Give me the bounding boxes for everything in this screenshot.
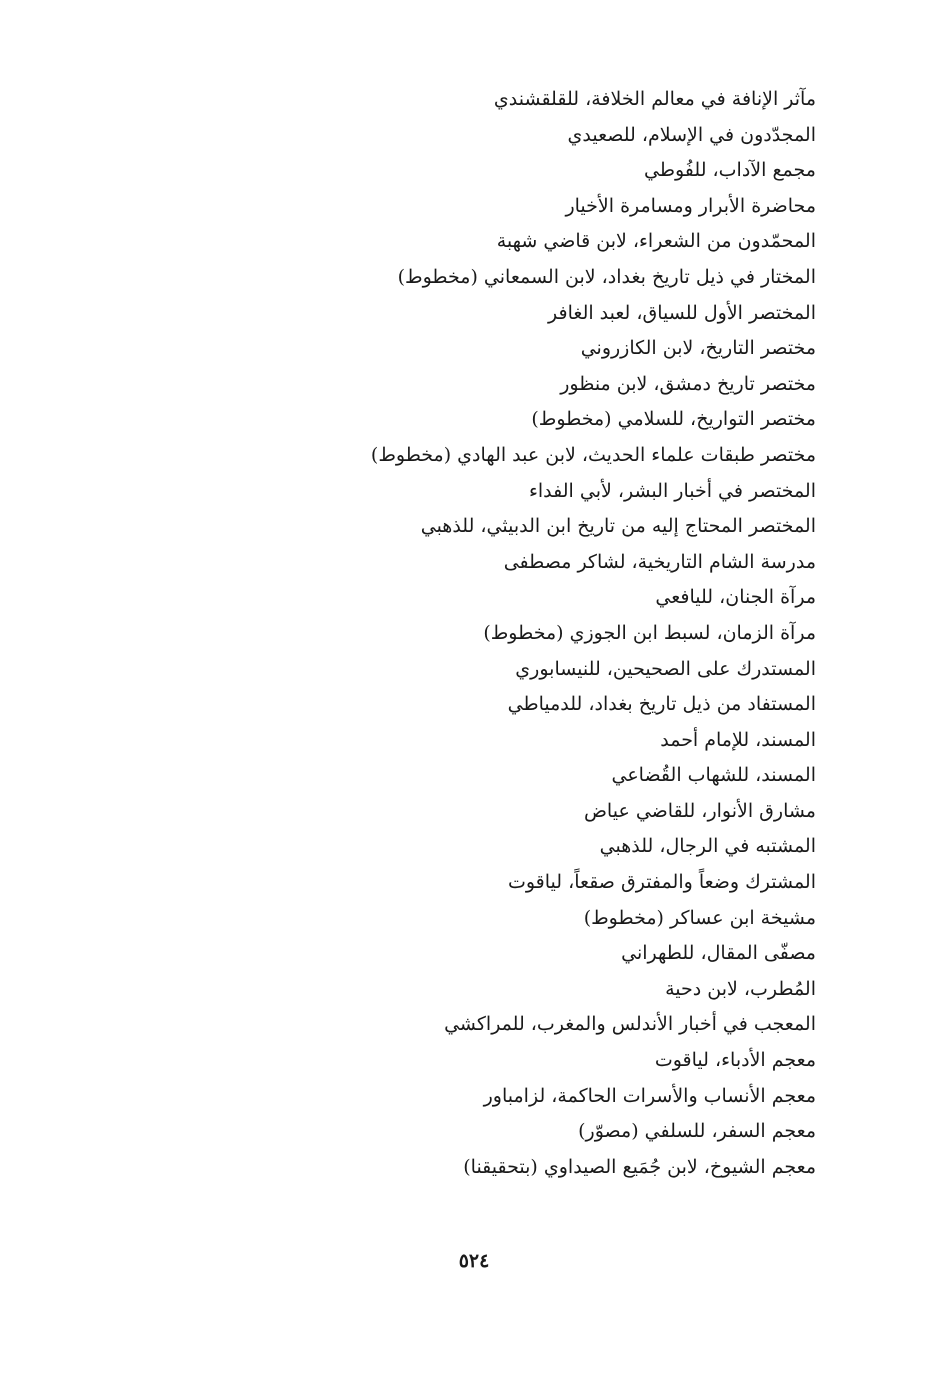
bibliography-entry: مختصر التواريخ، للسلامي (مخطوط) <box>531 408 816 431</box>
bibliography-entry: مرآة الزمان، لسبط ابن الجوزي (مخطوط) <box>483 621 816 644</box>
bibliography-entry: المختصر في أخبار البشر، لأبي الفداء <box>528 479 816 502</box>
bibliography-entry: المحمّدون من الشعراء، لابن قاضي شهبة <box>496 230 816 253</box>
bibliography-entry: المستفاد من ذيل تاريخ بغداد، للدمياطي <box>507 693 816 716</box>
bibliography-entry: المُطرب، لابن دحية <box>665 977 816 1000</box>
bibliography-entry: مصفّى المقال، للطهراني <box>621 942 816 965</box>
page-number: ٥٢٤ <box>458 1250 490 1272</box>
bibliography-entry: المختصر الأول للسياق، لعبد الغافر <box>548 301 816 324</box>
bibliography-entry: المجدّدون في الإسلام، للصعيدي <box>567 123 816 146</box>
bibliography-entry: مختصر تاريخ دمشق، لابن منظور <box>560 372 816 395</box>
bibliography-entry: المعجب في أخبار الأندلس والمغرب، للمراكشي <box>444 1013 816 1036</box>
bibliography-entry: مشيخة ابن عساكر (مخطوط) <box>583 906 816 929</box>
bibliography-entry: المختار في ذيل تاريخ بغداد، لابن السمعاني (مخطوط) <box>397 265 816 288</box>
bibliography-entry: المشتبه في الرجال، للذهبي <box>599 835 816 858</box>
bibliography-entry: معجم الأنساب والأسرات الحاكمة، لزامباور <box>483 1084 816 1107</box>
bibliography-entry: معجم السفر، للسلفي (مصوّر) <box>578 1120 816 1143</box>
bibliography-entry: المشترك وضعاً والمفترق صقعاً، لياقوت <box>507 871 816 894</box>
bibliography-entry: معجم الشيوخ، لابن جُمَيع الصيداوي (بتحقيقنا) <box>463 1155 816 1178</box>
bibliography-entry: مآثر الإنافة في معالم الخلافة، للقلقشندي <box>493 88 816 110</box>
bibliography-entry: محاضرة الأبرار ومسامرة الأخيار <box>565 194 816 217</box>
bibliography-entry: المختصر المحتاج إليه من تاريخ ابن الدبيثي، للذهبي <box>420 515 816 538</box>
bibliography-entry: المسند، للشهاب القُضاعي <box>611 764 816 787</box>
bibliography-entry: مرآة الجنان، لليافعي <box>655 586 816 609</box>
bibliography-entry: المستدرك على الصحيحين، للنيسابوري <box>515 657 816 680</box>
bibliography-list <box>256 82 816 1185</box>
bibliography-entry: مشارق الأنوار، للقاضي عياض <box>583 799 816 822</box>
bibliography-entry: مجمع الآداب، للفُوطي <box>644 159 816 182</box>
bibliography-entry: معجم الأدباء، لياقوت <box>654 1049 816 1072</box>
bibliography-entry: مختصر التاريخ، لابن الكازروني <box>580 337 816 360</box>
bibliography-entry: المسند، للإمام أحمد <box>660 728 816 751</box>
bibliography-entry: مختصر طبقات علماء الحديث، لابن عبد الهادي (مخطوط) <box>370 443 816 466</box>
bibliography-entry: مدرسة الشام التاريخية، لشاكر مصطفى <box>503 550 816 573</box>
